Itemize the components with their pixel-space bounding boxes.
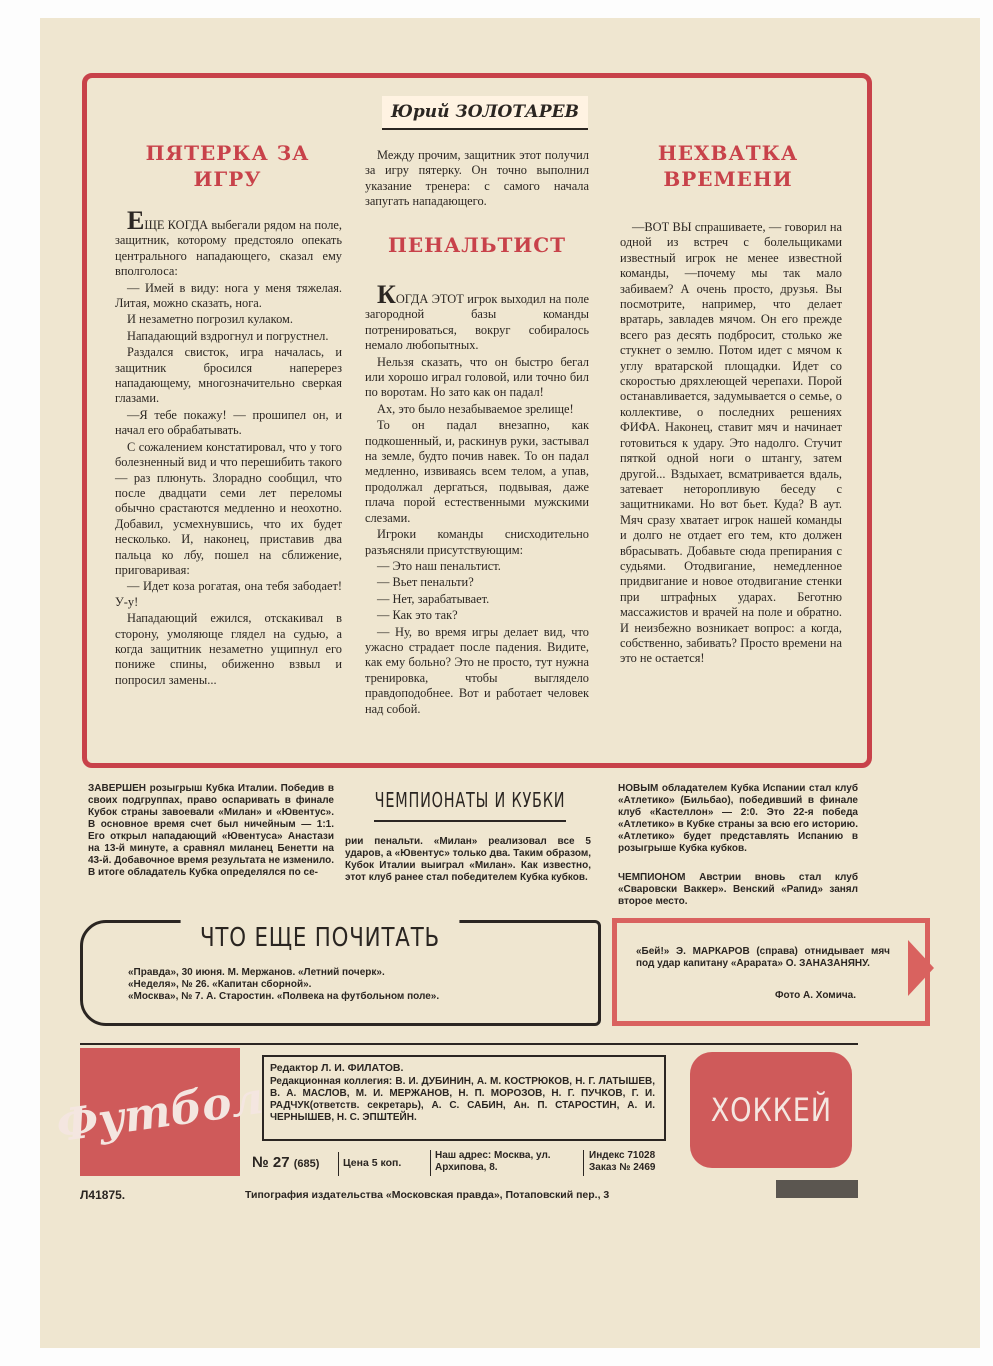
reading-title: ЧТО ЕЩЕ ПОЧИТАТЬ bbox=[181, 918, 460, 958]
editorial-board: Редакционная коллегия: В. И. ДУБИНИН, А. М. КОСТРЮКОВ, Н. Г. ЛАТЫШЕВ, В. А. МАСЛОВ, М. И. МЕРЖАНОВ, Н. П. МОРОЗОВ, Н. Г. ПУЧКОВ, Г. И. РАДЧУК(ответств. секретарь), А. С. САБИН, Ан. П. СТАРОСТИН, А. И. ЧЕРНЫШЕВ, Н. С. ЭПШТЕЙН. bbox=[270, 1076, 655, 1123]
paragraph: КОГДА ЭТОТ игрок выходил на поле загородной базы команды потренироваться, вокруг собиралось немало любопытных. bbox=[365, 280, 589, 353]
paragraph: — Имей в виду: нога у меня тяжелая. Литая, можно сказать, нога. bbox=[115, 280, 342, 311]
reading-item: «Правда», 30 июня. М. Мержанов. «Летний почерк». bbox=[128, 967, 385, 978]
color-bar bbox=[776, 1180, 858, 1198]
article-title-pyaterka: ПЯТЕРКА ЗА ИГРУ bbox=[145, 141, 310, 191]
paragraph: — Как это так? bbox=[377, 608, 458, 623]
paragraph: — Это наш пенальтист. bbox=[377, 558, 501, 573]
paragraph: Ах, это было незабываемое зрелище! bbox=[377, 401, 574, 416]
paragraph: Нападающий вздрогнул и погрустнел. bbox=[127, 328, 329, 343]
issue-number: № 27 (685) bbox=[252, 1154, 320, 1171]
paragraph: — Идет коза рогатая, она тебя забодает! У-у! bbox=[115, 579, 342, 609]
photo-credit: Фото А. Хомича. bbox=[774, 990, 856, 1001]
reading-item: «Неделя», № 26. «Капитан сборной». bbox=[128, 979, 312, 990]
photo-caption-frame bbox=[612, 918, 930, 1026]
index-order: Индекс 71028 Заказ № 2469 bbox=[583, 1150, 684, 1176]
masthead-divider bbox=[80, 1043, 858, 1045]
paragraph: ЕЩЕ КОГДА выбегали рядом на поле, защитник, которому предстояло опекать центрального нападающего, сказал ему вполголоса: bbox=[115, 206, 342, 279]
logo-hokkey: ХОККЕЙ bbox=[690, 1052, 852, 1168]
article-left-text bbox=[115, 206, 342, 689]
article-title-nehvatka: НЕХВАТКА ВРЕМЕНИ bbox=[657, 141, 799, 191]
article-middle-text bbox=[365, 280, 589, 718]
print-code: Л41875. bbox=[80, 1188, 126, 1202]
paragraph: — Ну, во время игры делает вид, что ужасно страдает после падения. Видите, как ему больно? Это не просто, тут нужна тренировка, чтобы выглядело правдоподобнее. Вот и работает человек над собой. bbox=[365, 624, 589, 716]
paragraph: — Вьет пенальти? bbox=[377, 575, 474, 590]
news-spain: НОВЫМ обладателем Кубка Испании стал клуб «Атлетико» (Бильбао), победивший в финале клуб «Кастеллон» — 2:0. Это 22-я победа «Атлетико» в Кубке страны за всю его историю. «Атлетико» будет представлять Испанию в розыгрыше Кубка кубков. bbox=[618, 783, 858, 854]
paragraph: Игроки команды снисходительно разъясняли присутствующим: bbox=[365, 527, 589, 557]
author-byline: Юрий ЗОЛОТАРЕВ bbox=[382, 96, 588, 130]
paragraph: И незаметно погрозил кулаком. bbox=[127, 312, 293, 327]
arrow-right-icon bbox=[908, 940, 934, 996]
paragraph: То он падал внезапно, как подкошенный, и, раскинув руки, застывал на земле, будто почив навек. То он падал медленно, извиваясь всем телом, а упав, продолжал дергаться, подвывая, даже плача порой естественными мужскими слезами. bbox=[365, 418, 589, 525]
paragraph: —Я тебе покажу! — прошипел он, и начал его обрабатывать. bbox=[115, 407, 342, 438]
article-title-penaltist: ПЕНАЛЬТИСТ bbox=[387, 233, 567, 257]
news-italy: ЗАВЕРШЕН розыгрыш Кубка Италии. Победив в своих подгруппах, право оспаривать в финале Кубок страны завоевали «Милан» и «Ювентус». В основное время счет был ничейным — 1:1. Его открыл нападающий «Ювентуса» Анастази на 13-й минуте, а сравнял миланец Бенетти на 43-й. Добавочное время результата не изменило. В итоге обладатель Кубка определялся по се- bbox=[88, 783, 334, 878]
news-italy-continued: рии пенальти. «Милан» реализовал все 5 ударов, а «Ювентус» только два. Таким образом, Кубок Италии выиграл «Милан». Как известно, этот клуб ранее стал победителем Кубка кубков. bbox=[345, 836, 591, 883]
article-right-text bbox=[620, 220, 842, 668]
price: Цена 5 коп. bbox=[338, 1152, 431, 1176]
reading-item: «Москва», № 7. А. Старостин. «Полвека на футбольном поле». bbox=[128, 991, 440, 1002]
editor-name: Редактор Л. И. ФИЛАТОВ. bbox=[270, 1062, 404, 1074]
paragraph: Нельзя сказать, что он быстро бегал или хорошо играл головой, или точно бил по воротам. Но зато как он падал! bbox=[365, 354, 589, 400]
paragraph: С сожалением констатировал, что у того болезненный вид и что перешибить такого — раз плюнуть. Злорадно сообщил, что после двадцати семи лет переломы обычно срастаются медленно и неохотно. Добавил, усмехнувшись, что их будет несколько. И, наконец, приставив два пальца ко лбу, пошел на сближение, приговаривая: bbox=[115, 439, 342, 577]
article-middle-intro: Между прочим, защитник этот получил за игру пятерку. Он точно выполнил указание тренера: с самого начала запугать нападающего. bbox=[365, 148, 589, 209]
paragraph: Нападающий ежился, отскакивал в сторону, умоляюще глядел на судью, а когда защитник незаметно ущипнул его пониже спины, обиженно взвыл и попросил замены... bbox=[115, 611, 342, 687]
address: Наш адрес: Москва, ул. Архипова, 8. bbox=[430, 1150, 585, 1176]
paragraph: — Нет, зарабатывает. bbox=[377, 591, 490, 606]
paragraph: —ВОТ ВЫ спрашиваете, — говорил на одной из встреч с болельщиками известный игрок не менее известной команды, —почему мы так мало забиваем? А очень просто, друзья. Вы посмотрите, например, что делает вратарь, завладев мячом. Он его прежде всего раз десять подбросит, столько же стукнет о землю. Потом идет с мячом к углу вратарской площадки. Идет со скоростью дряхлеющей черепахи. Порой останавливается, задумывается о семье, о коллективе, о последних решениях ФИФА. Наконец, ставит мяч и начинает готовиться к удару. Это надолго. Стучит пяткой одной ноги о штангу, затем другой... Вздыхает, всматривается вдаль, затевает неторопливую беседу с защитниками. Но вот бьет. Куда? В аут. Мяч сразу хватает игрок нашей команды и долго не отдает его тем, кто должен вбрасывать. Добавьте сюда препирания с судьями. Отодвигание, немедленное придвигание и новое отодвигание стенки при штрафных ударах. Беготню массажистов и врачей на поле и обратно. И неизбежно возникает вопрос: а когда, собственно, забивать? Просто времени на это не остается! bbox=[620, 220, 842, 666]
news-austria: ЧЕМПИОНОМ Австрии вновь стал клуб «Сваровски Ваккер». Венский «Рапид» занял второе место. bbox=[618, 872, 858, 907]
reading-list bbox=[128, 967, 578, 1003]
logo-futbol: Футбол bbox=[80, 1048, 240, 1176]
photo-caption-text: «Бей!» Э. МАРКАРОВ (справа) отнидывает мяч под удар капитану «Арарата» О. ЗАНАЗАНЯНУ. bbox=[636, 946, 890, 969]
printer-info: Типография издательства «Московская правда», Потаповский пер., 3 bbox=[245, 1189, 610, 1201]
section-title-championships: ЧЕМПИОНАТЫ И КУБКИ bbox=[374, 780, 566, 822]
paragraph: Раздался свисток, игра началась, и защитник бросился наперерез нападающему, многозначительно сверкая глазами. bbox=[115, 345, 342, 406]
